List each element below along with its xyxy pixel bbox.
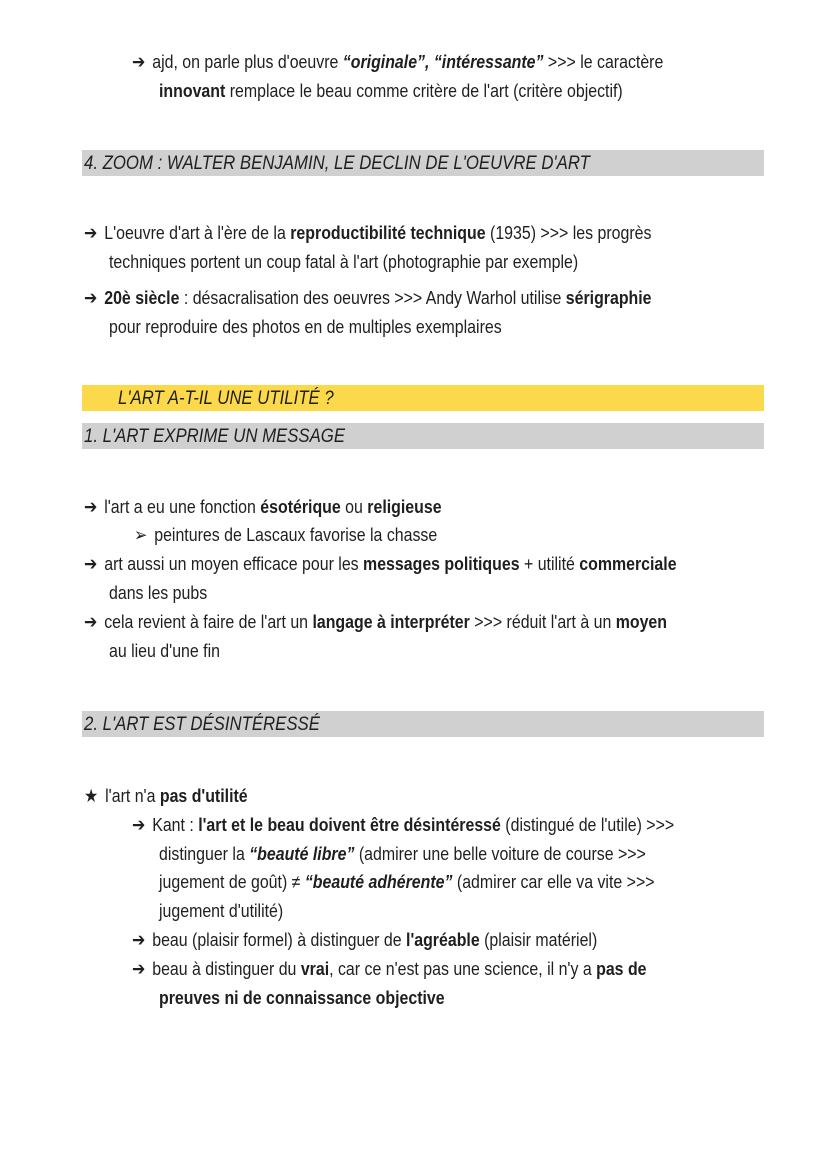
arrow-icon: ➔ (84, 553, 98, 574)
arrow-icon: ➔ (84, 496, 98, 517)
arrow-icon: ➔ (132, 51, 146, 72)
star-icon: ★ (84, 785, 99, 806)
list-item-continuation: jugement d'utilité) (159, 900, 284, 921)
intro-line-1: ➔ ajd, on parle plus d'oeuvre “originale”, “intéressante” >>> le caractère (132, 48, 663, 76)
star-list-item: ★ l'art n'a pas d'utilité (84, 782, 248, 810)
section-heading-bar (82, 150, 764, 176)
arrow-icon: ➔ (132, 929, 146, 950)
list-item: ➔ Kant : l'art et le beau doivent être désintéressé (distingué de l'utile) >>> (132, 811, 674, 839)
section-heading: 1. L'ART EXPRIME UN MESSAGE (84, 425, 346, 447)
list-item: ➔ 20è siècle : désacralisation des oeuvres >>> Andy Warhol utilise sérigraphie (84, 284, 652, 312)
list-item-continuation: jugement de goût) ≠ “beauté adhérente” (admirer car elle va vite >>> (159, 871, 655, 892)
list-item: ➔ beau à distinguer du vrai, car ce n'est pas une science, il n'y a pas de (132, 955, 647, 983)
arrow-icon: ➔ (132, 958, 146, 979)
arrow-icon: ➔ (84, 287, 98, 308)
section-heading: 2. L'ART EST DÉSINTÉRESSÉ (84, 713, 320, 735)
chapter-title-bar (82, 385, 764, 411)
chapter-title: L'ART A-T-IL UNE UTILITÉ ? (118, 387, 334, 409)
sub-list-item: ➢ peintures de Lascaux favorise la chasse (134, 521, 437, 549)
list-item: ➔ l'art a eu une fonction ésotérique ou religieuse (84, 493, 442, 521)
list-item-continuation: techniques portent un coup fatal à l'art (photographie par exemple) (109, 251, 579, 272)
list-item-continuation: dans les pubs (109, 582, 208, 603)
section-heading-bar (82, 711, 764, 737)
intro-line-2: innovant remplace le beau comme critère de l'art (critère objectif) (159, 80, 623, 101)
list-item: ➔ cela revient à faire de l'art un langage à interpréter >>> réduit l'art à un moyen (84, 608, 667, 636)
list-item-continuation: preuves ni de connaissance objective (159, 987, 445, 1008)
list-item-continuation: au lieu d'une fin (109, 640, 220, 661)
chevron-icon: ➢ (134, 524, 148, 545)
list-item-continuation: distinguer la “beauté libre” (admirer une belle voiture de course >>> (159, 843, 646, 864)
list-item: ➔ art aussi un moyen efficace pour les messages politiques + utilité commerciale (84, 550, 677, 578)
arrow-icon: ➔ (84, 611, 98, 632)
section-heading-bar (82, 423, 764, 449)
list-item: ➔ L'oeuvre d'art à l'ère de la reproductibilité technique (1935) >>> les progrès (84, 219, 651, 247)
arrow-icon: ➔ (132, 814, 146, 835)
arrow-icon: ➔ (84, 222, 98, 243)
section-heading: 4. ZOOM : WALTER BENJAMIN, LE DECLIN DE L'OEUVRE D'ART (84, 152, 590, 174)
list-item-continuation: pour reproduire des photos en de multiples exemplaires (109, 316, 502, 337)
list-item: ➔ beau (plaisir formel) à distinguer de l'agréable (plaisir matériel) (132, 926, 597, 954)
